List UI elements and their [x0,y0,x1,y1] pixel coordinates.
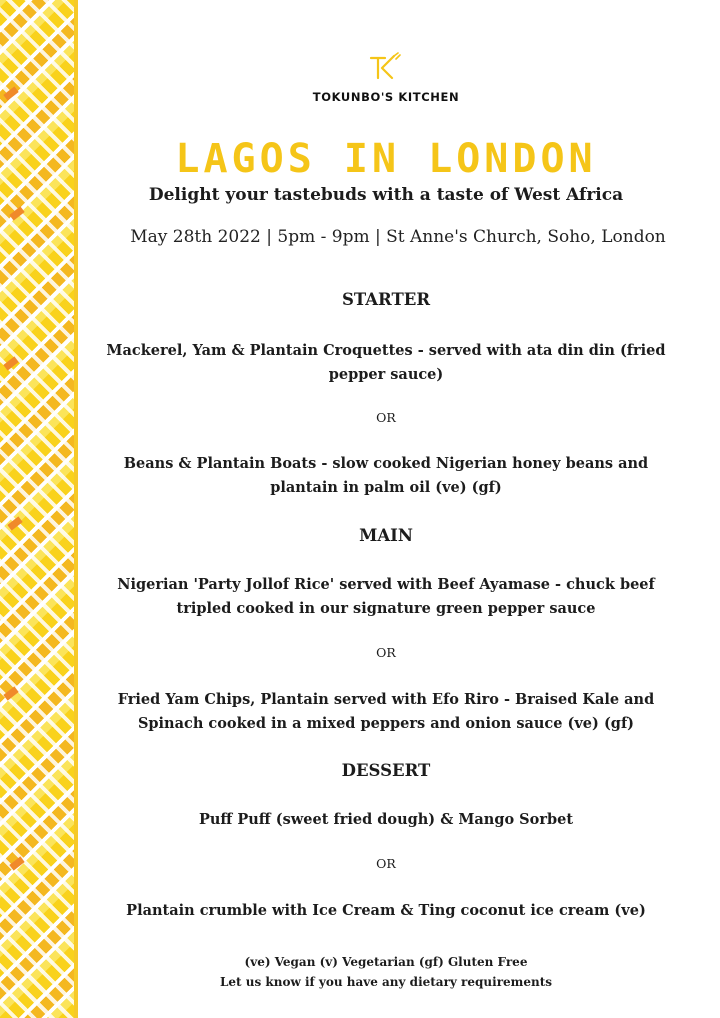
main-or: OR [376,645,396,660]
main-heading: MAIN [359,526,413,545]
dietary-footer [78,952,694,992]
orange-dash [3,356,18,370]
dessert-heading: DESSERT [341,761,431,780]
main-option-2: Fried Yam Chips, Plantain served with Efo Riro - Braised Kale and Spinach cooked in a mixed peppers and onion sauce (ve) (gf) [117,691,655,732]
dessert-option-2: Plantain crumble with Ice Cream & Ting coconut ice cream (ve) [126,902,646,919]
starter-heading: STARTER [341,290,431,309]
brand-name: TOKUNBO'S KITCHEN [312,90,460,104]
orange-dash [3,86,18,100]
dietary-note: Let us know if you have any dietary requirements [219,975,553,989]
event-title: LAGOS IN LONDON [175,136,597,182]
decorative-stripe-border [0,0,78,1018]
orange-dash [7,516,22,530]
starter-or: OR [376,410,396,425]
dietary-legend: (ve) Vegan (v) Vegetarian (gf) Gluten Free [244,955,528,969]
menu-content [78,0,720,1018]
event-details: May 28th 2022 | 5pm - 9pm | St Anne's Church, Soho, London [130,227,666,247]
orange-dash [9,856,24,870]
starter-option-1: Mackerel, Yam & Plantain Croquettes - served with ata din din (fried pepper sauce) [106,342,666,383]
dessert-or: OR [376,856,396,871]
main-option-1: Nigerian 'Party Jollof Rice' served with Beef Ayamase - chuck beef tripled cooked in our signature green pepper sauce [117,576,655,617]
starter-option-2: Beans & Plantain Boats - slow cooked Nigerian honey beans and plantain in palm oil (ve) (gf) [123,455,649,496]
event-subtitle: Delight your tastebuds with a taste of West Africa [148,185,624,205]
orange-dash [9,206,24,220]
fork-icon [368,52,404,84]
orange-dash [3,686,18,700]
logo [78,52,694,104]
dessert-option-1: Puff Puff (sweet fried dough) & Mango Sorbet [198,811,574,828]
